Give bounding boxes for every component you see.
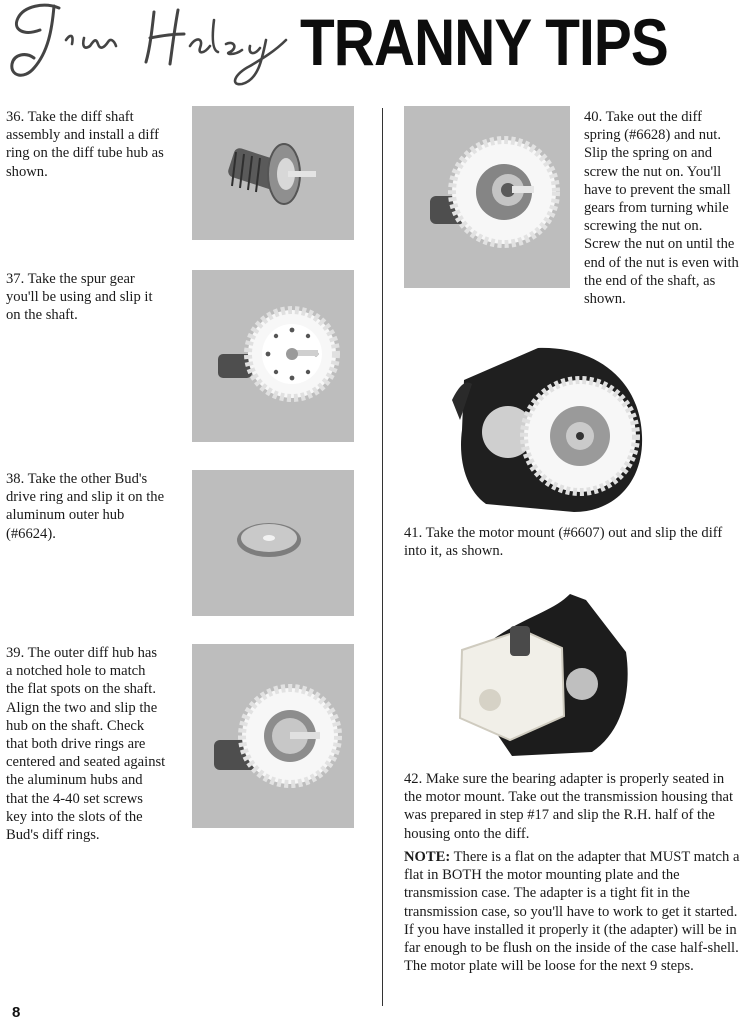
column-divider xyxy=(382,108,383,1006)
step-36-text: 36. Take the diff shaft assembly and install a diff ring on the diff tube hub as shown. xyxy=(6,109,164,180)
step-41-text: 41. Take the motor mount (#6607) out and slip the diff into it, as shown. xyxy=(404,525,723,560)
step-37-photo xyxy=(192,270,354,442)
step-41-photo xyxy=(446,340,650,518)
step-40-photo xyxy=(404,106,570,288)
step-40-text: 40. Take out the diff spring (#6628) and nut. Slip the spring on and screw the nut on. You'll have to prevent the small gears from turning while screwing the nut on. Screw the nut on until the end of the nut is even with the end of the shaft, as shown. xyxy=(584,109,739,308)
step-42-text: 42. Make sure the bearing adapter is properly seated in the motor mount. Take out the transmission housing that was prepared in step #17 and slip the R.H. half of the housing onto the diff. xyxy=(404,771,734,842)
step-38-photo xyxy=(192,470,354,616)
step-36-photo xyxy=(192,106,354,240)
step-42-photo xyxy=(452,592,636,760)
note-text: There is a flat on the adapter that MUST match a flat in BOTH the motor mounting plate and the transmission case. The adapter is a tight fit in the transmission case, so you'll have to work to get it started. If you have installed it properly it (the adapter) will be in far enough to be flush on the inside of the case half-shell. The motor plate will be loose for the next 9 steps. xyxy=(404,849,740,975)
note-block xyxy=(404,848,740,975)
step-37-text: 37. Take the spur gear you'll be using and slip it on the shaft. xyxy=(6,271,153,324)
page-number: 8 xyxy=(12,1004,21,1021)
jim-halsey-signature xyxy=(4,0,304,88)
step-39-photo xyxy=(192,644,354,828)
step-38-text: 38. Take the other Bud's drive ring and slip it on the aluminum outer hub (#6624). xyxy=(6,471,165,542)
step-39-text: 39. The outer diff hub has a notched hole to match the flat spots on the shaft. Align the two and slip the hub on the shaft. Check that both drive rings are centered and seated against the aluminum hubs and that the 4-40 set screws key into the slots of the Bud's diff rings. xyxy=(6,645,166,844)
page-title: TRANNY TIPS xyxy=(300,5,668,79)
note-label: NOTE: xyxy=(404,849,451,865)
